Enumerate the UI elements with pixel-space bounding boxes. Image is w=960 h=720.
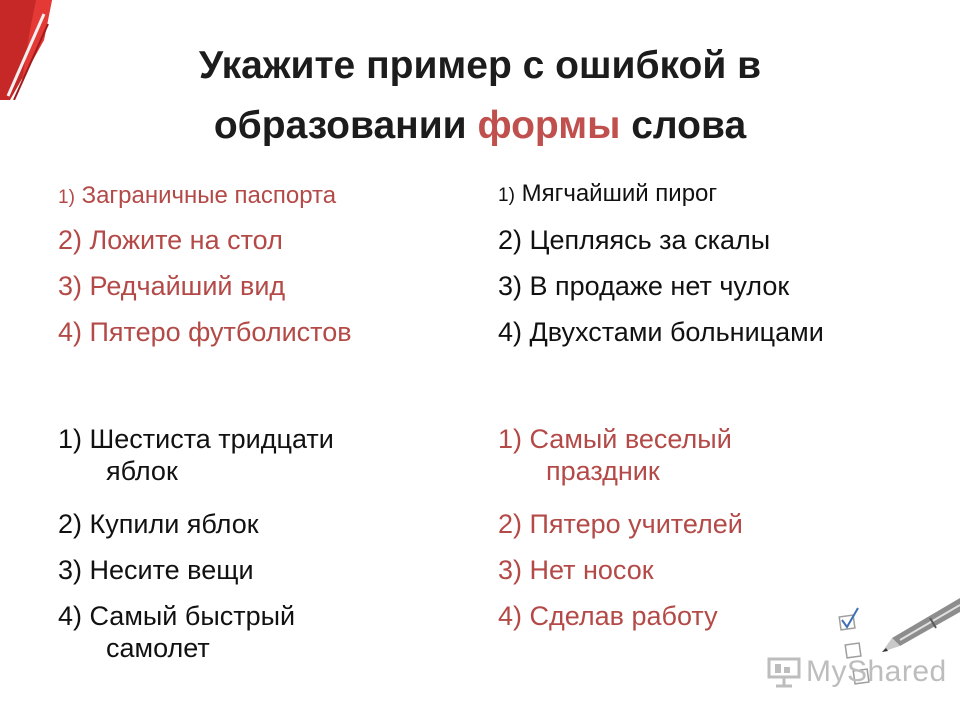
option-text-continuation: яблок (106, 456, 178, 486)
option-text: 4) Самый быстрый (58, 601, 296, 631)
answer-option (58, 600, 295, 664)
title-line-1: Укажите пример с ошибкой в (198, 44, 762, 87)
option-text: Мягчайший пирог (514, 180, 718, 207)
title-line-2-suffix: слова (620, 104, 747, 147)
answer-option (498, 176, 717, 212)
answer-option: 2) Пятеро учителей (498, 509, 743, 539)
watermark-text: MyShared (806, 655, 947, 688)
option-text-continuation: праздник (546, 456, 660, 486)
answer-option (498, 423, 732, 487)
answer-option: 3) В продаже нет чулок (498, 271, 790, 301)
answer-option: 3) Нет носок (498, 555, 654, 585)
myshared-watermark (766, 652, 947, 692)
answer-option: 2) Ложите на стол (58, 225, 283, 255)
pen-checkbox-decoration (800, 560, 960, 720)
option-number: 1) (58, 187, 75, 208)
title-line-2-prefix: образовании (213, 104, 478, 147)
option-text: 1) Шестиста тридцати (58, 424, 334, 454)
answer-option: 4) Двухстами больницами (498, 317, 824, 347)
book-corner-decoration (0, 0, 52, 100)
presentation-board-icon (766, 656, 802, 688)
answer-option: 4) Пятеро футболистов (58, 317, 352, 347)
answer-option: 2) Цепляясь за скалы (498, 225, 771, 255)
slide-title (80, 36, 880, 156)
option-text-continuation: самолет (106, 633, 210, 663)
answer-option (58, 423, 334, 487)
answer-option: 3) Несите вещи (58, 555, 254, 585)
title-accent-word: формы (477, 104, 621, 147)
answer-option (58, 178, 336, 214)
answer-option: 2) Купили яблок (58, 509, 259, 539)
answer-option: 4) Сделав работу (498, 601, 718, 631)
answer-option: 3) Редчайший вид (58, 271, 286, 301)
option-number: 1) (498, 185, 515, 206)
option-text: 1) Самый веселый (498, 424, 732, 454)
option-text: Заграничные паспорта (74, 182, 337, 209)
